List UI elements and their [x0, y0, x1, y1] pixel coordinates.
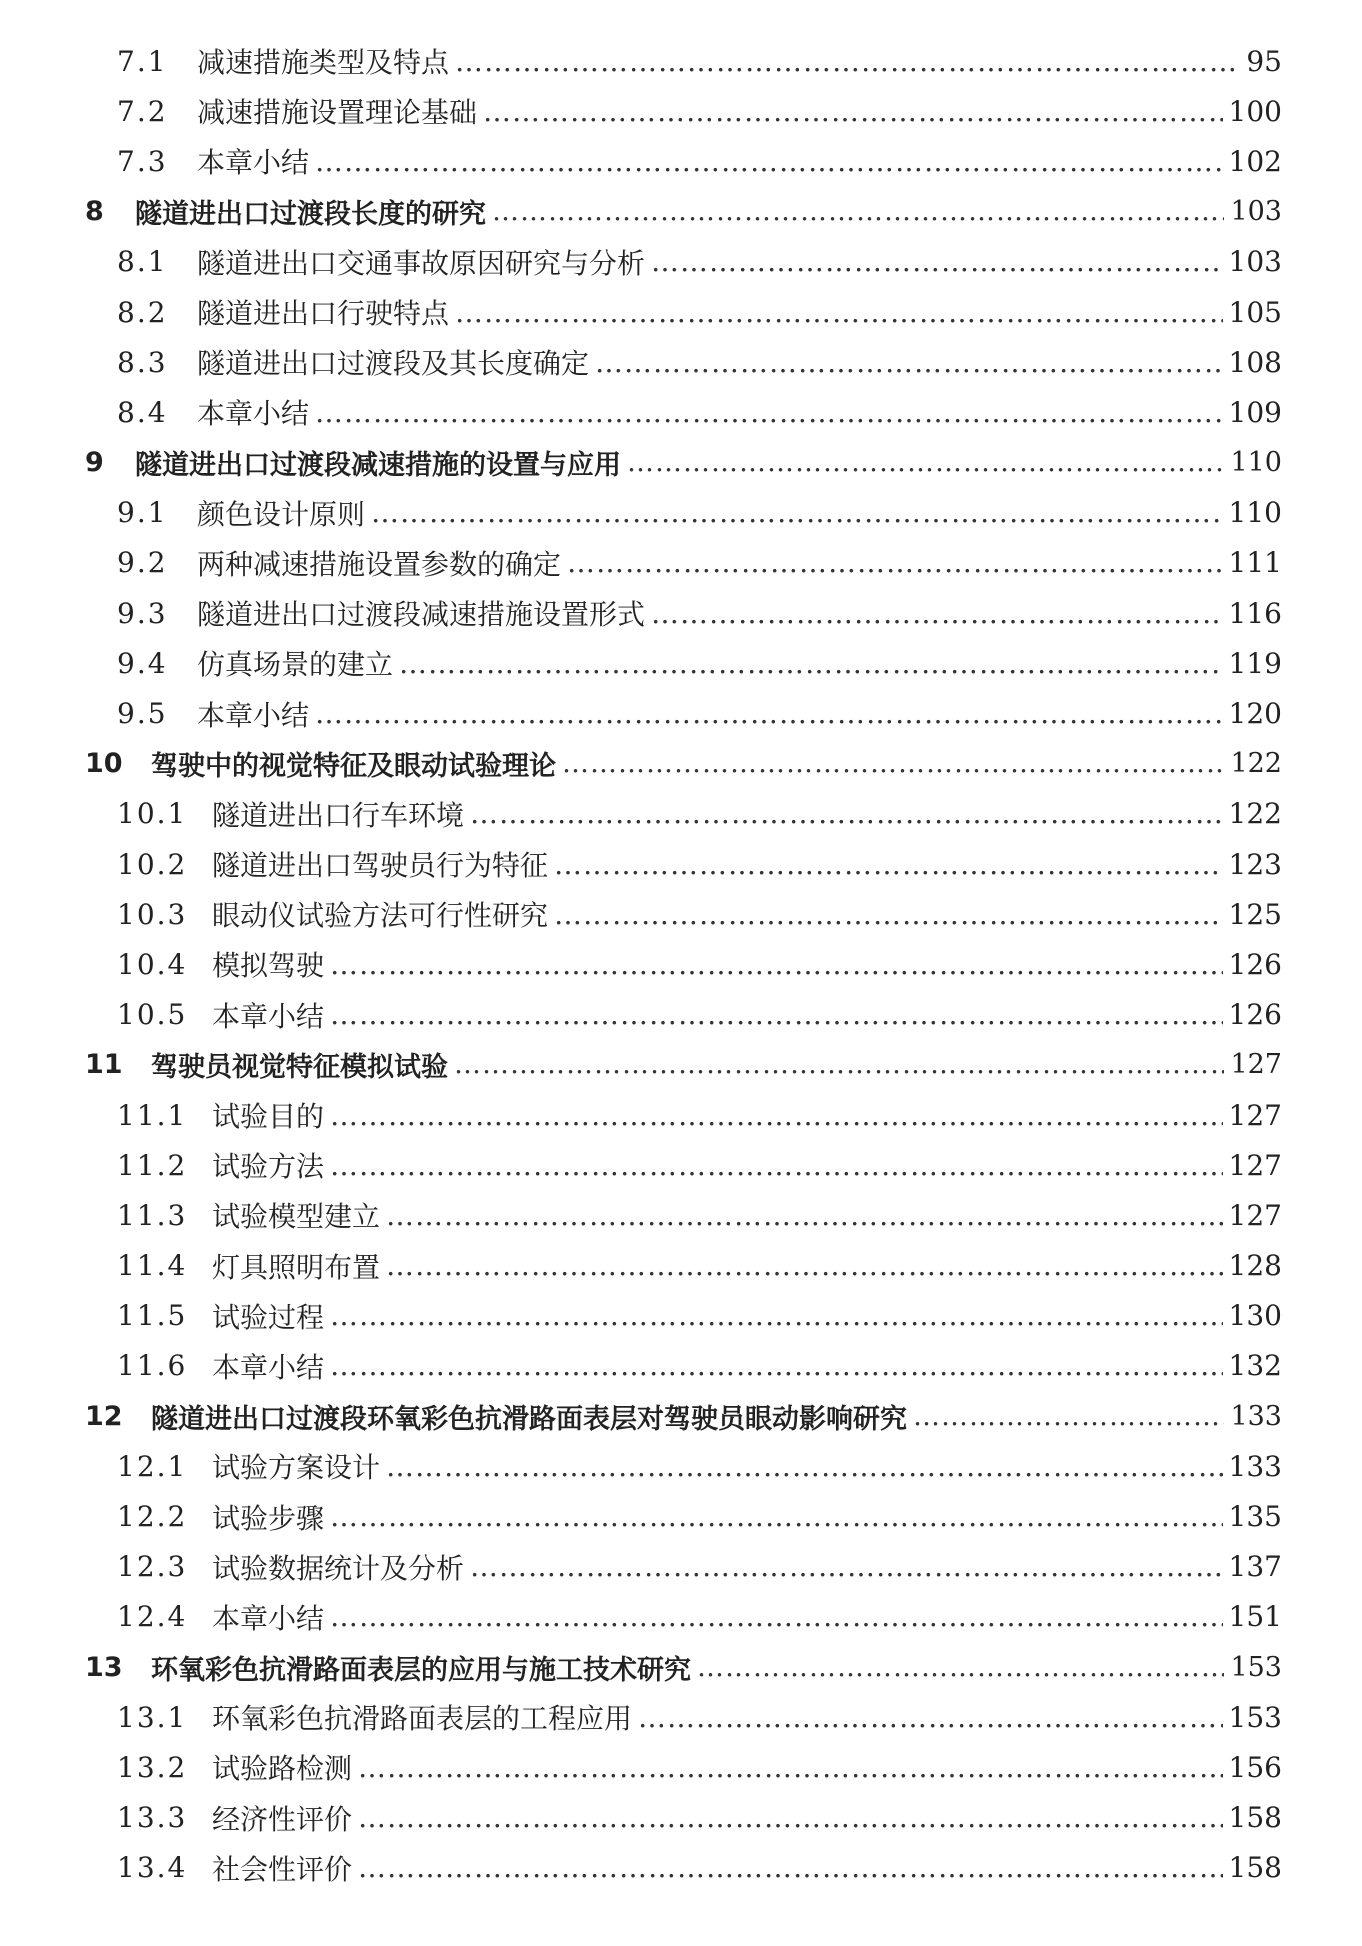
page-number: 122	[1228, 797, 1282, 831]
toc-section-entry[interactable]	[0, 1843, 1362, 1893]
entry-title-line	[212, 1547, 1282, 1587]
entry-title: 环氧彩色抗滑路面表层的工程应用	[212, 1702, 633, 1736]
entry-title-line	[197, 643, 1282, 683]
entry-title-line	[212, 1246, 1282, 1286]
entry-number: 7.1	[117, 44, 168, 78]
entry-number: 10.5	[117, 998, 188, 1032]
dot-leader	[330, 948, 1223, 981]
page-number: 158	[1228, 1801, 1282, 1835]
dot-leader	[483, 95, 1223, 128]
toc-section-entry[interactable]	[0, 889, 1362, 939]
entry-title: 模拟驾驶	[212, 949, 325, 983]
page-number: 135	[1228, 1500, 1282, 1534]
entry-title: 减速措施类型及特点	[197, 46, 450, 80]
entry-title-line	[197, 694, 1282, 734]
dot-leader	[470, 797, 1223, 830]
page-number: 95	[1246, 44, 1282, 78]
toc-chapter-entry[interactable]	[0, 1391, 1362, 1441]
entry-title: 隧道进出口过渡段长度的研究	[135, 199, 486, 231]
entry-number: 11	[85, 1049, 123, 1081]
entry-number: 12.4	[117, 1600, 188, 1634]
page-number: 133	[1228, 1449, 1282, 1483]
dot-leader	[638, 1701, 1223, 1734]
entry-number: 13.4	[117, 1851, 188, 1885]
entry-number: 11.5	[117, 1299, 188, 1333]
dot-leader	[554, 898, 1223, 931]
entry-title: 经济性评价	[212, 1802, 353, 1836]
toc-section-entry[interactable]	[0, 237, 1362, 287]
toc-section-entry[interactable]	[0, 1441, 1362, 1491]
toc-chapter-entry[interactable]	[0, 1642, 1362, 1692]
entry-number: 11.6	[117, 1349, 188, 1383]
dot-leader	[315, 396, 1223, 429]
toc-section-entry[interactable]	[0, 1793, 1362, 1843]
toc-section-entry[interactable]	[0, 1291, 1362, 1341]
dot-leader	[492, 196, 1224, 227]
page-number: 102	[1228, 144, 1282, 178]
toc-section-entry[interactable]	[0, 1241, 1362, 1291]
entry-title-line	[212, 1095, 1282, 1135]
dot-leader	[454, 1049, 1224, 1080]
dot-leader	[651, 597, 1223, 630]
entry-title: 隧道进出口过渡段及其长度确定	[197, 347, 590, 381]
toc-chapter-entry[interactable]	[0, 187, 1362, 237]
entry-number: 11.2	[117, 1148, 188, 1182]
entry-title: 驾驶中的视觉特征及眼动试验理论	[151, 751, 556, 783]
dot-leader	[330, 1299, 1223, 1332]
entry-title: 试验模型建立	[212, 1200, 381, 1234]
entry-number: 9.4	[117, 646, 168, 680]
entry-number: 11.4	[117, 1249, 188, 1283]
page-number: 103	[1230, 196, 1282, 228]
entry-title-line	[135, 192, 1282, 231]
entry-title: 本章小结	[212, 1350, 325, 1384]
page-number: 153	[1228, 1700, 1282, 1734]
toc-chapter-entry[interactable]	[0, 1040, 1362, 1090]
entry-number: 13.1	[117, 1700, 188, 1734]
toc-section-entry[interactable]	[0, 1742, 1362, 1792]
page-number: 137	[1228, 1550, 1282, 1584]
toc-section-entry[interactable]	[0, 588, 1362, 638]
entry-title-line	[212, 1597, 1282, 1637]
page-number: 110	[1230, 447, 1282, 479]
toc-section-entry[interactable]	[0, 337, 1362, 387]
entry-number: 12.3	[117, 1550, 188, 1584]
entry-number: 11.3	[117, 1198, 188, 1232]
toc-section-entry[interactable]	[0, 1592, 1362, 1642]
entry-title: 社会性评价	[212, 1852, 353, 1886]
entry-title: 隧道进出口行车环境	[212, 798, 465, 832]
entry-title: 试验过程	[212, 1300, 325, 1334]
entry-number: 9.5	[117, 697, 168, 731]
page-number: 119	[1228, 646, 1282, 680]
entry-title: 本章小结	[197, 698, 310, 732]
dot-leader	[315, 697, 1223, 730]
entry-title: 本章小结	[197, 146, 310, 180]
page-number: 103	[1228, 245, 1282, 279]
page-number: 105	[1228, 295, 1282, 329]
entry-number: 8.4	[117, 395, 168, 429]
toc-section-entry[interactable]	[0, 488, 1362, 538]
entry-title: 本章小结	[212, 999, 325, 1033]
entry-number: 12.1	[117, 1449, 188, 1483]
entry-title: 灯具照明布置	[212, 1250, 381, 1284]
entry-title-line	[212, 1195, 1282, 1235]
dot-leader	[330, 998, 1223, 1031]
entry-number: 13	[85, 1651, 123, 1683]
entry-title-line	[197, 292, 1282, 332]
dot-leader	[627, 447, 1224, 478]
dot-leader	[386, 1199, 1223, 1232]
toc-section-entry[interactable]	[0, 789, 1362, 839]
page-number: 123	[1228, 847, 1282, 881]
dot-leader	[567, 546, 1223, 579]
entry-number: 10.1	[117, 797, 188, 831]
dot-leader	[651, 245, 1223, 278]
entry-title-line	[151, 1648, 1282, 1687]
entry-number: 8.2	[117, 295, 168, 329]
dot-leader	[371, 496, 1223, 529]
toc-section-entry[interactable]	[0, 287, 1362, 337]
toc-section-entry[interactable]	[0, 1140, 1362, 1190]
page-number: 127	[1228, 1148, 1282, 1182]
entry-title: 隧道进出口过渡段减速措施的设置与应用	[135, 450, 621, 482]
dot-leader	[315, 145, 1223, 178]
entry-number: 13.3	[117, 1801, 188, 1835]
entry-title: 试验方法	[212, 1150, 325, 1184]
entry-title: 隧道进出口驾驶员行为特征	[212, 849, 549, 883]
page-number: 109	[1228, 395, 1282, 429]
dot-leader	[358, 1751, 1223, 1784]
toc-section-entry[interactable]	[0, 688, 1362, 738]
toc-section-entry[interactable]	[0, 1090, 1362, 1140]
dot-leader	[358, 1801, 1223, 1834]
entry-title: 试验数据统计及分析	[212, 1551, 465, 1585]
dot-leader	[697, 1652, 1224, 1683]
entry-title-line	[212, 1747, 1282, 1787]
toc-section-entry[interactable]	[0, 538, 1362, 588]
page-number: 128	[1228, 1249, 1282, 1283]
entry-number: 8.3	[117, 345, 168, 379]
entry-title: 试验路检测	[212, 1752, 353, 1786]
entry-title-line	[197, 493, 1282, 533]
entry-title: 试验目的	[212, 1100, 325, 1134]
entry-number: 9	[85, 447, 104, 479]
toc-section-entry[interactable]	[0, 36, 1362, 86]
toc-chapter-entry[interactable]	[0, 739, 1362, 789]
entry-title-line	[197, 392, 1282, 432]
entry-title: 两种减速措施设置参数的确定	[197, 547, 562, 581]
dot-leader	[913, 1401, 1224, 1432]
toc-section-entry[interactable]	[0, 1190, 1362, 1240]
toc-section-entry[interactable]	[0, 839, 1362, 889]
entry-number: 10.2	[117, 847, 188, 881]
entry-number: 9.2	[117, 546, 168, 580]
entry-title-line	[212, 1296, 1282, 1336]
page-number: 122	[1230, 748, 1282, 780]
page-number: 111	[1228, 546, 1282, 580]
entry-number: 11.1	[117, 1098, 188, 1132]
page-number: 127	[1228, 1198, 1282, 1232]
entry-title-line	[151, 1045, 1282, 1084]
entry-title: 本章小结	[197, 397, 310, 431]
dot-leader	[554, 848, 1223, 881]
entry-title-line	[212, 1697, 1282, 1737]
page-number: 153	[1230, 1651, 1282, 1683]
toc-section-entry[interactable]	[0, 990, 1362, 1040]
page-number: 125	[1228, 897, 1282, 931]
dot-leader	[386, 1249, 1223, 1282]
page-number: 110	[1228, 496, 1282, 530]
toc-section-entry[interactable]	[0, 86, 1362, 136]
entry-number: 9.1	[117, 496, 168, 530]
entry-title-line	[197, 593, 1282, 633]
entry-title-line	[197, 543, 1282, 583]
entry-title-line	[212, 1798, 1282, 1838]
page-number: 158	[1228, 1851, 1282, 1885]
page-number: 100	[1228, 94, 1282, 128]
dot-leader	[595, 346, 1223, 379]
entry-title-line	[212, 844, 1282, 884]
entry-number: 7.2	[117, 94, 168, 128]
entry-title: 颜色设计原则	[197, 497, 366, 531]
entry-title-line	[212, 1497, 1282, 1537]
page-number: 126	[1228, 998, 1282, 1032]
entry-number: 10.4	[117, 947, 188, 981]
entry-title: 隧道进出口交通事故原因研究与分析	[197, 246, 646, 280]
page-number: 116	[1228, 596, 1282, 630]
toc-section-entry[interactable]	[0, 1542, 1362, 1592]
entry-title: 隧道进出口过渡段环氧彩色抗滑路面表层对驾驶员眼动影响研究	[151, 1403, 907, 1435]
entry-number: 8.1	[117, 245, 168, 279]
toc-section-entry[interactable]	[0, 939, 1362, 989]
dot-leader	[330, 1600, 1223, 1633]
page-number: 132	[1228, 1349, 1282, 1383]
entry-title-line	[212, 1145, 1282, 1185]
entry-title: 隧道进出口行驶特点	[197, 297, 450, 331]
dot-leader	[330, 1149, 1223, 1182]
dot-leader	[455, 296, 1223, 329]
toc-section-entry[interactable]	[0, 1341, 1362, 1391]
entry-number: 8	[85, 196, 104, 228]
entry-number: 13.2	[117, 1750, 188, 1784]
entry-number: 7.3	[117, 144, 168, 178]
dot-leader	[386, 1450, 1223, 1483]
entry-title-line	[197, 342, 1282, 382]
toc-section-entry[interactable]	[0, 1692, 1362, 1742]
page-number: 151	[1228, 1600, 1282, 1634]
toc-section-entry[interactable]	[0, 638, 1362, 688]
page-number: 130	[1228, 1299, 1282, 1333]
entry-title-line	[197, 41, 1282, 81]
dot-leader	[562, 748, 1224, 779]
dot-leader	[330, 1500, 1223, 1533]
entry-number: 10	[85, 748, 123, 780]
entry-title-line	[212, 1346, 1282, 1386]
entry-title: 试验方案设计	[212, 1451, 381, 1485]
entry-title-line	[212, 894, 1282, 934]
dot-leader	[399, 647, 1223, 680]
dot-leader	[330, 1349, 1223, 1382]
toc-section-entry[interactable]	[0, 1491, 1362, 1541]
entry-title-line	[212, 995, 1282, 1035]
entry-title: 眼动仪试验方法可行性研究	[212, 899, 549, 933]
entry-title: 减速措施设置理论基础	[197, 96, 478, 130]
entry-title-line	[197, 141, 1282, 181]
entry-title: 驾驶员视觉特征模拟试验	[151, 1052, 448, 1084]
entry-title-line	[197, 242, 1282, 282]
page-number: 156	[1228, 1750, 1282, 1784]
entry-title: 本章小结	[212, 1601, 325, 1635]
toc-chapter-entry[interactable]	[0, 438, 1362, 488]
entry-title: 隧道进出口过渡段减速措施设置形式	[197, 598, 646, 632]
page-number: 133	[1230, 1400, 1282, 1432]
page-number: 127	[1230, 1049, 1282, 1081]
entry-title-line	[151, 744, 1282, 783]
dot-leader	[470, 1550, 1223, 1583]
entry-number: 9.3	[117, 596, 168, 630]
entry-title-line	[212, 794, 1282, 834]
entry-title: 仿真场景的建立	[197, 648, 394, 682]
entry-number: 12.2	[117, 1500, 188, 1534]
entry-title-line	[212, 944, 1282, 984]
entry-title-line	[151, 1397, 1282, 1436]
toc-section-entry[interactable]	[0, 387, 1362, 437]
dot-leader	[330, 1099, 1223, 1132]
page-number: 108	[1228, 345, 1282, 379]
dot-leader	[358, 1851, 1223, 1884]
dot-leader	[455, 45, 1240, 78]
entry-title-line	[135, 443, 1282, 482]
page-number: 126	[1228, 947, 1282, 981]
entry-number: 12	[85, 1400, 123, 1432]
entry-title: 试验步骤	[212, 1501, 325, 1535]
page-number: 120	[1228, 697, 1282, 731]
page-number: 127	[1228, 1098, 1282, 1132]
entry-number: 10.3	[117, 897, 188, 931]
entry-title: 环氧彩色抗滑路面表层的应用与施工技术研究	[151, 1654, 691, 1686]
toc-section-entry[interactable]	[0, 136, 1362, 186]
entry-title-line	[212, 1446, 1282, 1486]
entry-title-line	[212, 1848, 1282, 1888]
entry-title-line	[197, 91, 1282, 131]
table-of-contents	[0, 36, 1362, 1893]
